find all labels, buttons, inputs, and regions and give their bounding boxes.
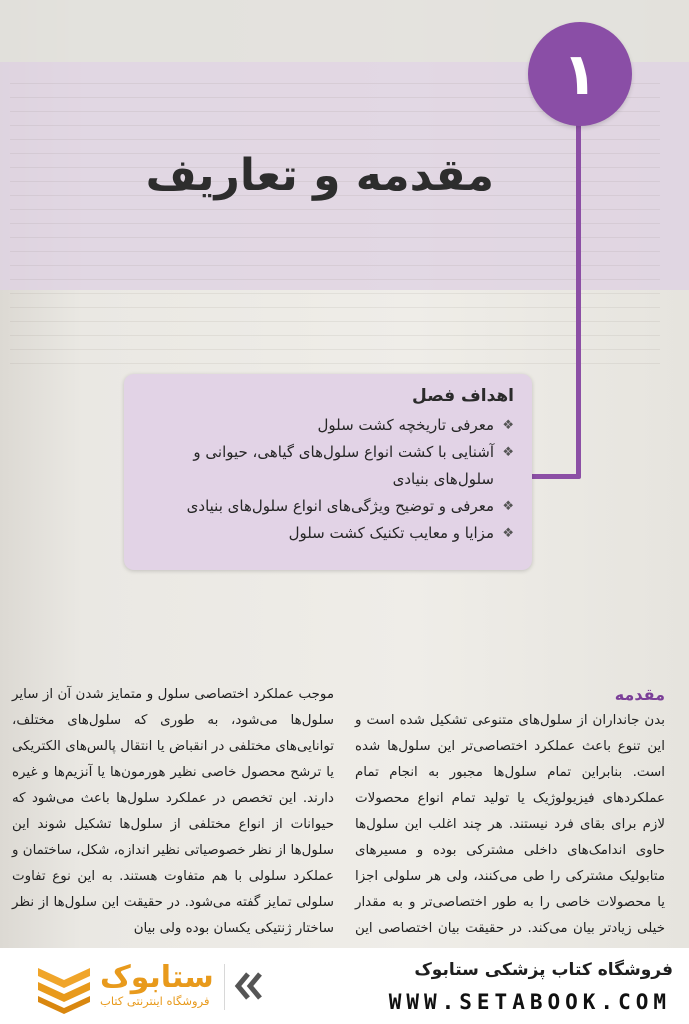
objectives-list <box>138 412 514 547</box>
book-stack-icon <box>34 960 94 1014</box>
objective-text: مزایا و معایب تکنیک کشت سلول <box>288 524 494 542</box>
chapter-number-badge <box>528 22 632 126</box>
chevrons-left-icon <box>234 966 262 1006</box>
logo-divider <box>224 964 225 1010</box>
logo-wordmark: ستابوک <box>100 960 214 995</box>
objective-item <box>138 439 514 493</box>
objective-text: آشنایی با کشت انواع سلول‌های گیاهی، حیوانی و سلول‌های بنیادی <box>193 443 494 488</box>
objective-item <box>138 412 514 439</box>
objective-item <box>138 520 514 547</box>
chapter-number: ۱ <box>562 40 598 108</box>
body-column-left <box>12 682 334 942</box>
chapter-objectives-box <box>124 374 532 570</box>
diamond-bullet-icon: ❖ <box>502 526 514 541</box>
chapter-connector-vertical <box>576 110 581 478</box>
body-paragraph: موجب عملکرد اختصاصی سلول و متمایز شدن آن از سایر سلول‌ها می‌شود، به طوری که سلول‌های مختلف، توانایی‌های مختلفی در انقباض یا انتقال پالس‌های الکتریکی یا ترشح محصول خاصی نظیر هورمون‌ها یا آنزیم‌ها و غیره دارند. این تخصص در عملکرد سلول‌ها باعث می‌شود که حیوانات از انواع مختلفی از سلول‌ها تشکیل شوند این سلول‌ها از نظر خصوصیاتی نظیر اندازه، شکل، ساختمان و عملکرد سلولی با هم متفاوت هستند. به این نوع تفاوت سلولی تمایز گفته می‌شود. در حقیقت این سلول‌ها از نظر ساختار ژنتیکی یکسان بوده ولی بیان <box>12 687 334 936</box>
chapter-title: مقدمه و تعاریف <box>145 150 494 201</box>
diamond-bullet-icon: ❖ <box>502 499 514 514</box>
objectives-heading: اهداف فصل <box>412 386 514 406</box>
objective-text: معرفی و توضیح ویژگی‌های انواع سلول‌های بنیادی <box>186 497 494 515</box>
section-heading: مقدمه <box>614 685 665 704</box>
shop-name: فروشگاه کتاب پزشکی ستابوک <box>414 960 673 980</box>
body-paragraph: بدن جانداران از سلول‌های متنوعی تشکیل شده است و این تنوع باعث عملکرد اختصاصی‌تر این سلول‌ها شده است. بنابراین تمام سلول‌ها مجبور به انجام تمام عملکردهای فیزیولوژیک یا تولید تمام انواع محصولات لازم برای بقای فرد نیستند. هر چند اغلب این سلول‌ها حاوی اندامک‌های داخلی مشترکی بوده و مسیرهای متابولیک مشترکی را طی می‌کنند، ولی هر سلولی اجزا یا محصولات خاصی را به طور اختصاصی‌تر و به مقدار خیلی زیادتر بیان می‌کند. در حقیقت بیان اختصاصی این <box>355 713 665 936</box>
objective-item <box>138 493 514 520</box>
diamond-bullet-icon: ❖ <box>502 445 514 460</box>
objective-text: معرفی تاریخچه کشت سلول <box>317 416 494 434</box>
diamond-bullet-icon: ❖ <box>502 418 514 433</box>
logo-tagline: فروشگاه اینترنتی کتاب <box>100 994 210 1008</box>
setabook-logo[interactable] <box>34 960 264 1014</box>
shop-url[interactable]: WWW.SETABOOK.COM <box>388 990 671 1014</box>
body-column-right <box>355 682 665 968</box>
